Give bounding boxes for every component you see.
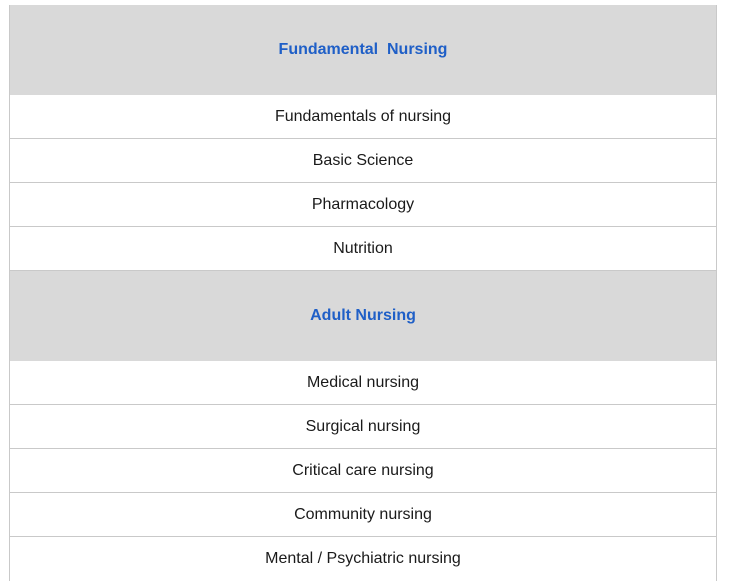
row-label: Basic Science [312, 151, 414, 169]
table-row [10, 493, 716, 537]
row-label: Critical care nursing [292, 461, 434, 479]
table-row [10, 183, 716, 227]
row-label: Nutrition [333, 239, 393, 257]
table-row [10, 227, 716, 271]
row-label: Mental / Psychiatric nursing [265, 550, 461, 567]
row-label: Pharmacology [311, 195, 415, 213]
row-label: Fundamentals of nursing [274, 107, 452, 125]
section-header-fundamental-nursing [10, 5, 716, 95]
section-title: Fundamental Nursing [278, 40, 448, 58]
table-row [10, 139, 716, 183]
table-row [10, 449, 716, 493]
table-row [10, 95, 716, 139]
row-label: Surgical nursing [305, 417, 421, 435]
nursing-subjects-table [9, 5, 717, 581]
section-header-adult-nursing [10, 271, 716, 361]
row-label: Medical nursing [306, 373, 420, 391]
table-row [10, 405, 716, 449]
table-row [10, 537, 716, 581]
section-title: Adult Nursing [310, 306, 416, 324]
table-row [10, 361, 716, 405]
row-label: Community nursing [294, 505, 432, 523]
